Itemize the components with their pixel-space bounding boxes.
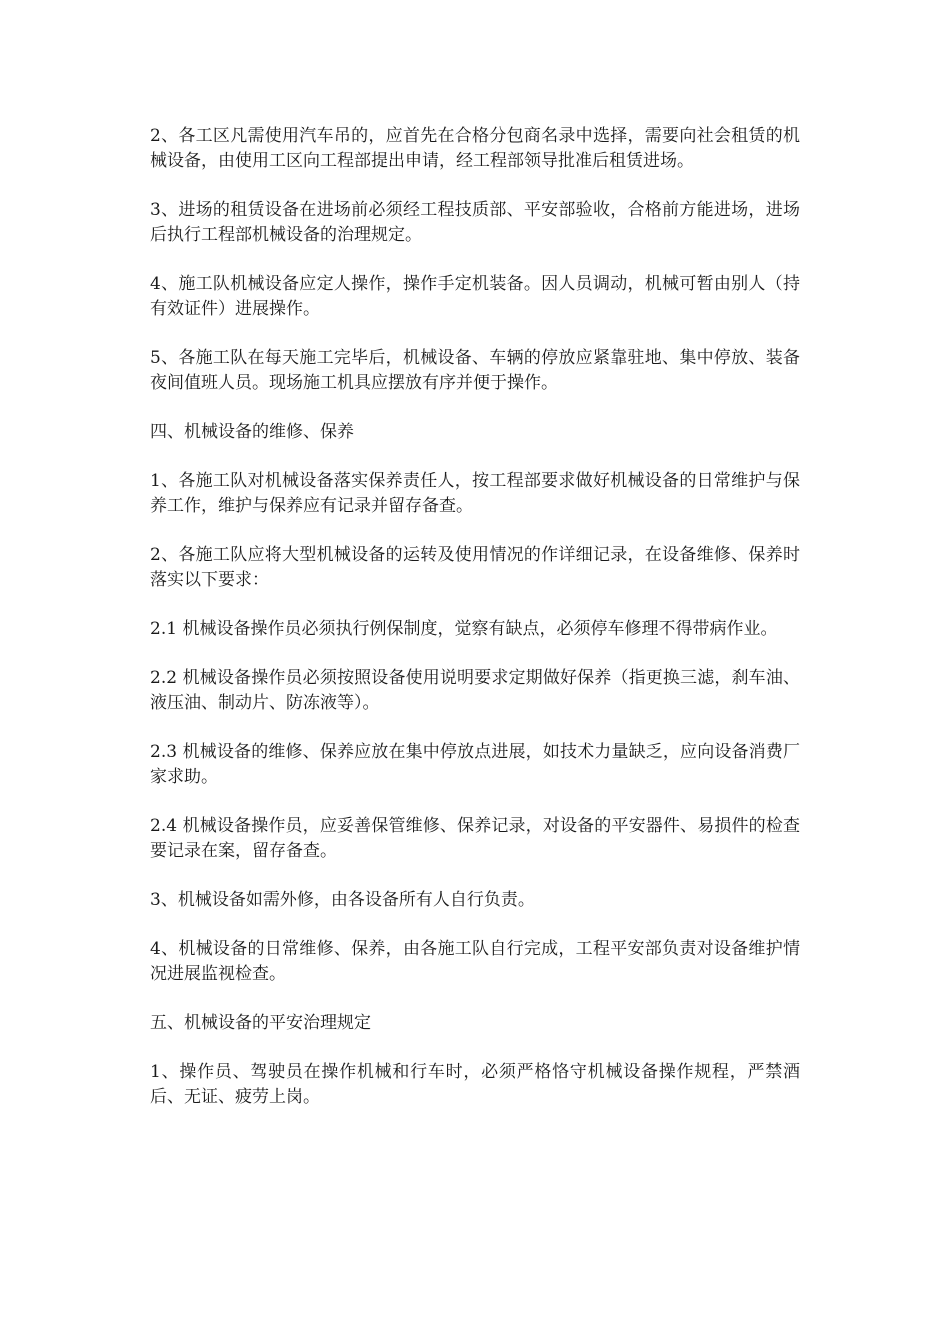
paragraph-maintenance-2-2: 2.2 机械设备操作员必须按照设备使用说明要求定期做好保养（指更换三滤，刹车油、液压油、制动片、防冻液等）。	[150, 668, 800, 713]
paragraph-item-3: 3、进场的租赁设备在进场前必须经工程技质部、平安部验收，合格前方能进场，进场后执行工程部机械设备的治理规定。	[150, 200, 800, 245]
document-body	[150, 124, 800, 1134]
paragraph-maintenance-4: 4、机械设备的日常维修、保养，由各施工队自行完成，工程平安部负责对设备维护情况进展监视检查。	[150, 939, 800, 984]
paragraph-maintenance-2-4: 2.4 机械设备操作员，应妥善保管维修、保养记录，对设备的平安器件、易损件的检查要记录在案，留存备查。	[150, 816, 800, 861]
paragraph-maintenance-3: 3、机械设备如需外修，由各设备所有人自行负责。	[150, 890, 535, 910]
paragraph-maintenance-2: 2、各施工队应将大型机械设备的运转及使用情况的作详细记录，在设备维修、保养时落实以下要求：	[150, 545, 800, 590]
section-heading-maintenance: 四、机械设备的维修、保养	[150, 422, 354, 442]
paragraph-item-2: 2、各工区凡需使用汽车吊的，应首先在合格分包商名录中选择，需要向社会租赁的机械设备，由使用工区向工程部提出申请，经工程部领导批准后租赁进场。	[150, 126, 800, 171]
paragraph-item-5: 5、各施工队在每天施工完毕后，机械设备、车辆的停放应紧靠驻地、集中停放、装备夜间值班人员。现场施工机具应摆放有序并便于操作。	[150, 348, 800, 393]
paragraph-maintenance-1: 1、各施工队对机械设备落实保养责任人，按工程部要求做好机械设备的日常维护与保养工作，维护与保养应有记录并留存备查。	[150, 471, 800, 516]
paragraph-maintenance-2-3: 2.3 机械设备的维修、保养应放在集中停放点进展，如技术力量缺乏，应向设备消费厂家求助。	[150, 742, 800, 787]
paragraph-item-4: 4、施工队机械设备应定人操作，操作手定机装备。因人员调动，机械可暂由别人（持有效证件）进展操作。	[150, 274, 800, 319]
paragraph-safety-1: 1、操作员、驾驶员在操作机械和行车时，必须严格恪守机械设备操作规程，严禁酒后、无证、疲劳上岗。	[150, 1062, 800, 1107]
paragraph-maintenance-2-1: 2.1 机械设备操作员必须执行例保制度，觉察有缺点，必须停车修理不得带病作业。	[150, 619, 778, 639]
section-heading-safety: 五、机械设备的平安治理规定	[150, 1013, 371, 1033]
